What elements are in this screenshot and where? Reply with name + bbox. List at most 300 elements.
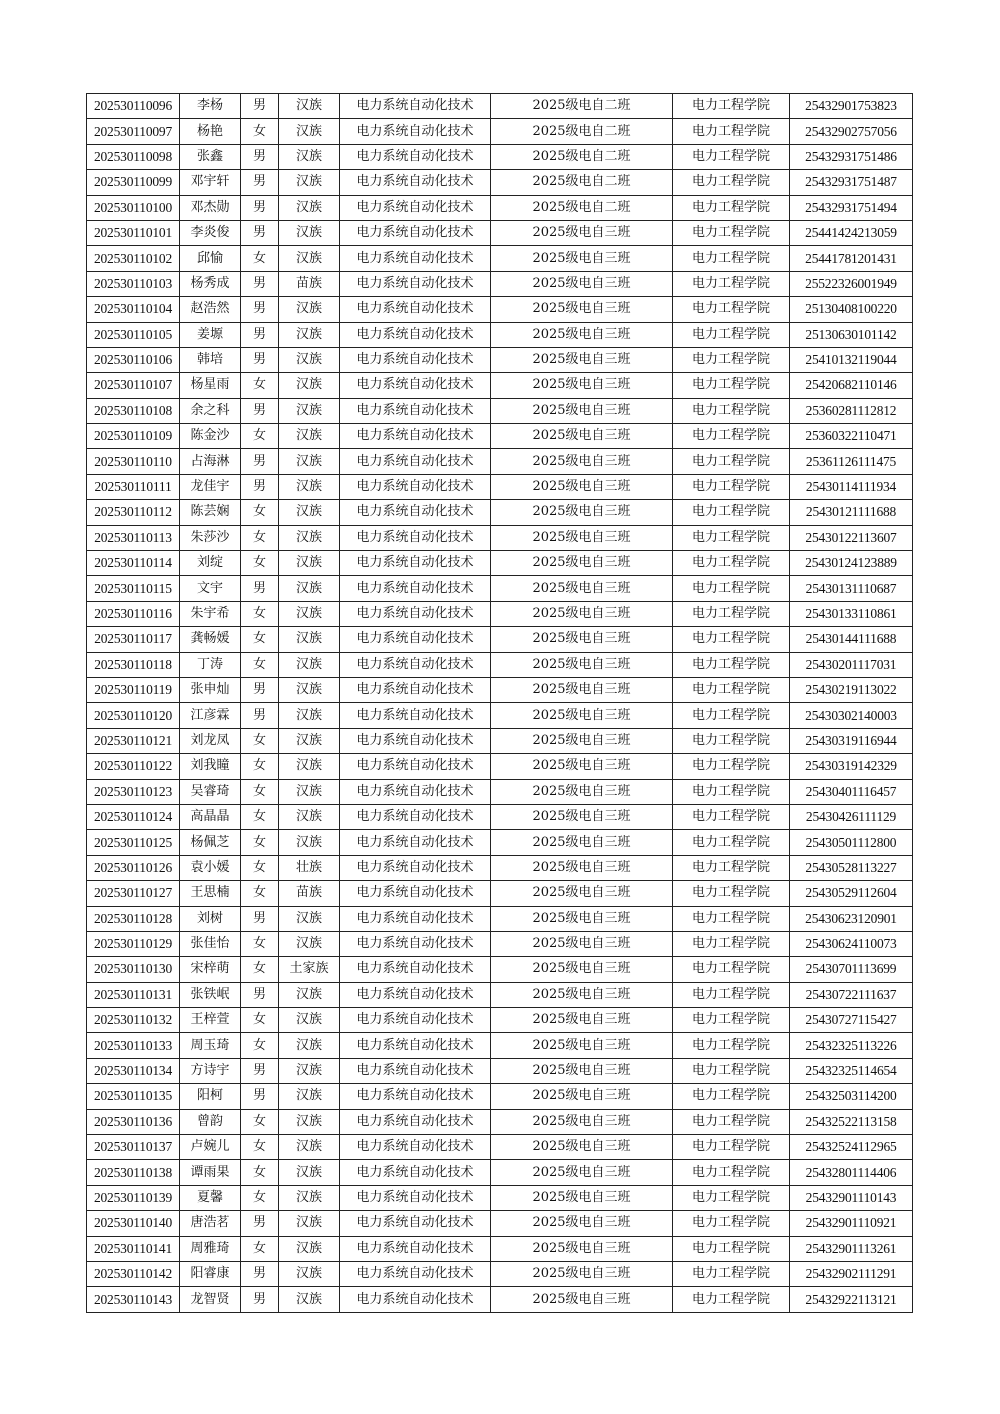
college-cell: 电力工程学院 xyxy=(673,1287,790,1312)
ethnicity-cell: 汉族 xyxy=(279,601,340,626)
major-cell: 电力系统自动化技术 xyxy=(340,373,491,398)
exam-number-cell: 25432901753823 xyxy=(790,94,913,119)
gender-cell: 男 xyxy=(241,1261,279,1286)
gender-cell: 女 xyxy=(241,1185,279,1210)
gender-cell: 男 xyxy=(241,271,279,296)
major-cell: 电力系统自动化技术 xyxy=(340,119,491,144)
student-id-cell: 202530110143 xyxy=(87,1287,180,1312)
class-cell: 2025级电自三班 xyxy=(491,1160,673,1185)
ethnicity-cell: 汉族 xyxy=(279,1236,340,1261)
major-cell: 电力系统自动化技术 xyxy=(340,728,491,753)
gender-cell: 男 xyxy=(241,677,279,702)
ethnicity-cell: 壮族 xyxy=(279,855,340,880)
table-row xyxy=(87,1008,913,1033)
college-cell: 电力工程学院 xyxy=(673,1084,790,1109)
student-id-cell: 202530110098 xyxy=(87,144,180,169)
gender-cell: 男 xyxy=(241,398,279,423)
college-cell: 电力工程学院 xyxy=(673,246,790,271)
gender-cell: 男 xyxy=(241,322,279,347)
ethnicity-cell: 汉族 xyxy=(279,576,340,601)
name-cell: 唐浩茗 xyxy=(180,1211,241,1236)
table-row xyxy=(87,881,913,906)
class-cell: 2025级电自三班 xyxy=(491,754,673,779)
name-cell: 曾韵 xyxy=(180,1109,241,1134)
student-id-cell: 202530110112 xyxy=(87,500,180,525)
name-cell: 刘龙凤 xyxy=(180,728,241,753)
major-cell: 电力系统自动化技术 xyxy=(340,1185,491,1210)
major-cell: 电力系统自动化技术 xyxy=(340,1084,491,1109)
ethnicity-cell: 汉族 xyxy=(279,474,340,499)
class-cell: 2025级电自三班 xyxy=(491,1084,673,1109)
gender-cell: 女 xyxy=(241,627,279,652)
student-id-cell: 202530110114 xyxy=(87,551,180,576)
name-cell: 龙佳宇 xyxy=(180,474,241,499)
table-row xyxy=(87,804,913,829)
gender-cell: 男 xyxy=(241,144,279,169)
student-id-cell: 202530110137 xyxy=(87,1135,180,1160)
gender-cell: 男 xyxy=(241,297,279,322)
gender-cell: 女 xyxy=(241,881,279,906)
exam-number-cell: 25432931751487 xyxy=(790,170,913,195)
exam-number-cell: 25360322110471 xyxy=(790,424,913,449)
major-cell: 电力系统自动化技术 xyxy=(340,881,491,906)
major-cell: 电力系统自动化技术 xyxy=(340,220,491,245)
student-id-cell: 202530110110 xyxy=(87,449,180,474)
table-row xyxy=(87,551,913,576)
college-cell: 电力工程学院 xyxy=(673,703,790,728)
student-id-cell: 202530110115 xyxy=(87,576,180,601)
name-cell: 杨秀成 xyxy=(180,271,241,296)
gender-cell: 女 xyxy=(241,804,279,829)
gender-cell: 男 xyxy=(241,1287,279,1312)
exam-number-cell: 25430319116944 xyxy=(790,728,913,753)
ethnicity-cell: 汉族 xyxy=(279,1033,340,1058)
college-cell: 电力工程学院 xyxy=(673,1160,790,1185)
college-cell: 电力工程学院 xyxy=(673,1236,790,1261)
class-cell: 2025级电自三班 xyxy=(491,373,673,398)
college-cell: 电力工程学院 xyxy=(673,271,790,296)
student-id-cell: 202530110138 xyxy=(87,1160,180,1185)
exam-number-cell: 25430133110861 xyxy=(790,601,913,626)
major-cell: 电力系统自动化技术 xyxy=(340,931,491,956)
student-id-cell: 202530110141 xyxy=(87,1236,180,1261)
ethnicity-cell: 汉族 xyxy=(279,830,340,855)
name-cell: 周雅琦 xyxy=(180,1236,241,1261)
ethnicity-cell: 汉族 xyxy=(279,373,340,398)
ethnicity-cell: 汉族 xyxy=(279,982,340,1007)
exam-number-cell: 25432901110143 xyxy=(790,1185,913,1210)
college-cell: 电力工程学院 xyxy=(673,957,790,982)
name-cell: 方诗宇 xyxy=(180,1058,241,1083)
class-cell: 2025级电自三班 xyxy=(491,271,673,296)
class-cell: 2025级电自三班 xyxy=(491,1185,673,1210)
name-cell: 周玉琦 xyxy=(180,1033,241,1058)
name-cell: 王梓萱 xyxy=(180,1008,241,1033)
class-cell: 2025级电自三班 xyxy=(491,500,673,525)
college-cell: 电力工程学院 xyxy=(673,119,790,144)
college-cell: 电力工程学院 xyxy=(673,1033,790,1058)
student-id-cell: 202530110100 xyxy=(87,195,180,220)
exam-number-cell: 25420682110146 xyxy=(790,373,913,398)
student-id-cell: 202530110130 xyxy=(87,957,180,982)
table-row xyxy=(87,373,913,398)
class-cell: 2025级电自三班 xyxy=(491,576,673,601)
major-cell: 电力系统自动化技术 xyxy=(340,830,491,855)
student-id-cell: 202530110111 xyxy=(87,474,180,499)
name-cell: 刘树 xyxy=(180,906,241,931)
ethnicity-cell: 汉族 xyxy=(279,1261,340,1286)
gender-cell: 女 xyxy=(241,601,279,626)
ethnicity-cell: 汉族 xyxy=(279,1211,340,1236)
name-cell: 杨佩芝 xyxy=(180,830,241,855)
college-cell: 电力工程学院 xyxy=(673,1135,790,1160)
name-cell: 江彦霖 xyxy=(180,703,241,728)
gender-cell: 男 xyxy=(241,449,279,474)
exam-number-cell: 25430144111688 xyxy=(790,627,913,652)
gender-cell: 男 xyxy=(241,1084,279,1109)
exam-number-cell: 25430701113699 xyxy=(790,957,913,982)
class-cell: 2025级电自三班 xyxy=(491,779,673,804)
gender-cell: 男 xyxy=(241,195,279,220)
table-row xyxy=(87,728,913,753)
table-row xyxy=(87,525,913,550)
student-id-cell: 202530110139 xyxy=(87,1185,180,1210)
gender-cell: 女 xyxy=(241,525,279,550)
exam-number-cell: 25522326001949 xyxy=(790,271,913,296)
class-cell: 2025级电自三班 xyxy=(491,830,673,855)
class-cell: 2025级电自二班 xyxy=(491,170,673,195)
class-cell: 2025级电自三班 xyxy=(491,449,673,474)
name-cell: 张佳怡 xyxy=(180,931,241,956)
exam-number-cell: 25430219113022 xyxy=(790,677,913,702)
major-cell: 电力系统自动化技术 xyxy=(340,1058,491,1083)
name-cell: 王思楠 xyxy=(180,881,241,906)
gender-cell: 男 xyxy=(241,703,279,728)
student-id-cell: 202530110133 xyxy=(87,1033,180,1058)
exam-number-cell: 25430401116457 xyxy=(790,779,913,804)
major-cell: 电力系统自动化技术 xyxy=(340,474,491,499)
table-row xyxy=(87,424,913,449)
gender-cell: 女 xyxy=(241,1008,279,1033)
table-row xyxy=(87,1185,913,1210)
exam-number-cell: 25430124123889 xyxy=(790,551,913,576)
college-cell: 电力工程学院 xyxy=(673,424,790,449)
major-cell: 电力系统自动化技术 xyxy=(340,424,491,449)
table-row xyxy=(87,271,913,296)
ethnicity-cell: 汉族 xyxy=(279,525,340,550)
name-cell: 高晶晶 xyxy=(180,804,241,829)
major-cell: 电力系统自动化技术 xyxy=(340,982,491,1007)
ethnicity-cell: 汉族 xyxy=(279,652,340,677)
major-cell: 电力系统自动化技术 xyxy=(340,271,491,296)
college-cell: 电力工程学院 xyxy=(673,94,790,119)
college-cell: 电力工程学院 xyxy=(673,144,790,169)
name-cell: 龚畅媛 xyxy=(180,627,241,652)
college-cell: 电力工程学院 xyxy=(673,576,790,601)
table-row xyxy=(87,220,913,245)
major-cell: 电力系统自动化技术 xyxy=(340,170,491,195)
college-cell: 电力工程学院 xyxy=(673,906,790,931)
table-row xyxy=(87,703,913,728)
name-cell: 丁涛 xyxy=(180,652,241,677)
exam-number-cell: 25432325113226 xyxy=(790,1033,913,1058)
class-cell: 2025级电自三班 xyxy=(491,474,673,499)
class-cell: 2025级电自三班 xyxy=(491,601,673,626)
table-row xyxy=(87,601,913,626)
exam-number-cell: 25430122113607 xyxy=(790,525,913,550)
ethnicity-cell: 汉族 xyxy=(279,1185,340,1210)
ethnicity-cell: 汉族 xyxy=(279,195,340,220)
major-cell: 电力系统自动化技术 xyxy=(340,1211,491,1236)
ethnicity-cell: 汉族 xyxy=(279,449,340,474)
exam-number-cell: 25432522113158 xyxy=(790,1109,913,1134)
major-cell: 电力系统自动化技术 xyxy=(340,144,491,169)
table-row xyxy=(87,652,913,677)
gender-cell: 女 xyxy=(241,373,279,398)
student-id-cell: 202530110104 xyxy=(87,297,180,322)
exam-number-cell: 25430302140003 xyxy=(790,703,913,728)
major-cell: 电力系统自动化技术 xyxy=(340,677,491,702)
class-cell: 2025级电自三班 xyxy=(491,1058,673,1083)
ethnicity-cell: 汉族 xyxy=(279,703,340,728)
student-id-cell: 202530110126 xyxy=(87,855,180,880)
ethnicity-cell: 汉族 xyxy=(279,677,340,702)
table-row xyxy=(87,347,913,372)
name-cell: 吴睿琦 xyxy=(180,779,241,804)
ethnicity-cell: 苗族 xyxy=(279,881,340,906)
student-id-cell: 202530110128 xyxy=(87,906,180,931)
ethnicity-cell: 汉族 xyxy=(279,119,340,144)
ethnicity-cell: 汉族 xyxy=(279,906,340,931)
college-cell: 电力工程学院 xyxy=(673,804,790,829)
college-cell: 电力工程学院 xyxy=(673,830,790,855)
class-cell: 2025级电自三班 xyxy=(491,1211,673,1236)
major-cell: 电力系统自动化技术 xyxy=(340,627,491,652)
table-row xyxy=(87,982,913,1007)
class-cell: 2025级电自三班 xyxy=(491,322,673,347)
gender-cell: 女 xyxy=(241,779,279,804)
table-row xyxy=(87,677,913,702)
student-id-cell: 202530110107 xyxy=(87,373,180,398)
exam-number-cell: 25430319142329 xyxy=(790,754,913,779)
class-cell: 2025级电自三班 xyxy=(491,1008,673,1033)
major-cell: 电力系统自动化技术 xyxy=(340,500,491,525)
student-id-cell: 202530110142 xyxy=(87,1261,180,1286)
name-cell: 李杨 xyxy=(180,94,241,119)
college-cell: 电力工程学院 xyxy=(673,779,790,804)
table-row xyxy=(87,398,913,423)
major-cell: 电力系统自动化技术 xyxy=(340,1033,491,1058)
table-row xyxy=(87,1058,913,1083)
student-id-cell: 202530110113 xyxy=(87,525,180,550)
exam-number-cell: 25432901113261 xyxy=(790,1236,913,1261)
major-cell: 电力系统自动化技术 xyxy=(340,754,491,779)
exam-number-cell: 25430501112800 xyxy=(790,830,913,855)
college-cell: 电力工程学院 xyxy=(673,601,790,626)
table-row xyxy=(87,830,913,855)
name-cell: 谭雨果 xyxy=(180,1160,241,1185)
major-cell: 电力系统自动化技术 xyxy=(340,906,491,931)
college-cell: 电力工程学院 xyxy=(673,322,790,347)
major-cell: 电力系统自动化技术 xyxy=(340,449,491,474)
name-cell: 杨艳 xyxy=(180,119,241,144)
name-cell: 袁小媛 xyxy=(180,855,241,880)
ethnicity-cell: 土家族 xyxy=(279,957,340,982)
table-row xyxy=(87,754,913,779)
class-cell: 2025级电自三班 xyxy=(491,855,673,880)
college-cell: 电力工程学院 xyxy=(673,373,790,398)
exam-number-cell: 25430201117031 xyxy=(790,652,913,677)
table-row xyxy=(87,170,913,195)
class-cell: 2025级电自三班 xyxy=(491,398,673,423)
ethnicity-cell: 汉族 xyxy=(279,754,340,779)
exam-number-cell: 25441781201431 xyxy=(790,246,913,271)
class-cell: 2025级电自三班 xyxy=(491,804,673,829)
exam-number-cell: 25410132119044 xyxy=(790,347,913,372)
exam-number-cell: 25130630101142 xyxy=(790,322,913,347)
exam-number-cell: 25361126111475 xyxy=(790,449,913,474)
ethnicity-cell: 汉族 xyxy=(279,1160,340,1185)
name-cell: 陈芸娴 xyxy=(180,500,241,525)
student-id-cell: 202530110106 xyxy=(87,347,180,372)
gender-cell: 女 xyxy=(241,246,279,271)
college-cell: 电力工程学院 xyxy=(673,677,790,702)
college-cell: 电力工程学院 xyxy=(673,982,790,1007)
college-cell: 电力工程学院 xyxy=(673,881,790,906)
gender-cell: 男 xyxy=(241,576,279,601)
college-cell: 电力工程学院 xyxy=(673,551,790,576)
name-cell: 文宇 xyxy=(180,576,241,601)
class-cell: 2025级电自三班 xyxy=(491,931,673,956)
exam-number-cell: 25432524112965 xyxy=(790,1135,913,1160)
major-cell: 电力系统自动化技术 xyxy=(340,652,491,677)
major-cell: 电力系统自动化技术 xyxy=(340,1261,491,1286)
gender-cell: 男 xyxy=(241,170,279,195)
gender-cell: 女 xyxy=(241,855,279,880)
college-cell: 电力工程学院 xyxy=(673,449,790,474)
college-cell: 电力工程学院 xyxy=(673,1185,790,1210)
student-id-cell: 202530110124 xyxy=(87,804,180,829)
table-row xyxy=(87,576,913,601)
name-cell: 邱愉 xyxy=(180,246,241,271)
class-cell: 2025级电自三班 xyxy=(491,424,673,449)
student-id-cell: 202530110108 xyxy=(87,398,180,423)
major-cell: 电力系统自动化技术 xyxy=(340,246,491,271)
ethnicity-cell: 汉族 xyxy=(279,424,340,449)
student-id-cell: 202530110119 xyxy=(87,677,180,702)
college-cell: 电力工程学院 xyxy=(673,855,790,880)
class-cell: 2025级电自三班 xyxy=(491,297,673,322)
college-cell: 电力工程学院 xyxy=(673,652,790,677)
name-cell: 邓宇轩 xyxy=(180,170,241,195)
major-cell: 电力系统自动化技术 xyxy=(340,804,491,829)
student-id-cell: 202530110136 xyxy=(87,1109,180,1134)
gender-cell: 女 xyxy=(241,957,279,982)
major-cell: 电力系统自动化技术 xyxy=(340,551,491,576)
exam-number-cell: 25430114111934 xyxy=(790,474,913,499)
major-cell: 电力系统自动化技术 xyxy=(340,1236,491,1261)
student-id-cell: 202530110118 xyxy=(87,652,180,677)
ethnicity-cell: 汉族 xyxy=(279,297,340,322)
name-cell: 占海淋 xyxy=(180,449,241,474)
exam-number-cell: 25430624110073 xyxy=(790,931,913,956)
gender-cell: 男 xyxy=(241,94,279,119)
ethnicity-cell: 汉族 xyxy=(279,1058,340,1083)
table-row xyxy=(87,1211,913,1236)
college-cell: 电力工程学院 xyxy=(673,170,790,195)
name-cell: 杨星雨 xyxy=(180,373,241,398)
class-cell: 2025级电自三班 xyxy=(491,1135,673,1160)
gender-cell: 男 xyxy=(241,347,279,372)
student-id-cell: 202530110127 xyxy=(87,881,180,906)
major-cell: 电力系统自动化技术 xyxy=(340,1135,491,1160)
exam-number-cell: 25432931751486 xyxy=(790,144,913,169)
exam-number-cell: 25432503114200 xyxy=(790,1084,913,1109)
gender-cell: 女 xyxy=(241,1109,279,1134)
table-row xyxy=(87,322,913,347)
student-id-cell: 202530110140 xyxy=(87,1211,180,1236)
class-cell: 2025级电自三班 xyxy=(491,1236,673,1261)
class-cell: 2025级电自二班 xyxy=(491,94,673,119)
table-row xyxy=(87,474,913,499)
major-cell: 电力系统自动化技术 xyxy=(340,525,491,550)
gender-cell: 男 xyxy=(241,220,279,245)
class-cell: 2025级电自三班 xyxy=(491,881,673,906)
name-cell: 宋梓萌 xyxy=(180,957,241,982)
exam-number-cell: 25360281112812 xyxy=(790,398,913,423)
exam-number-cell: 25432902111291 xyxy=(790,1261,913,1286)
college-cell: 电力工程学院 xyxy=(673,1211,790,1236)
exam-number-cell: 25432801114406 xyxy=(790,1160,913,1185)
table-row xyxy=(87,195,913,220)
major-cell: 电力系统自动化技术 xyxy=(340,855,491,880)
student-id-cell: 202530110135 xyxy=(87,1084,180,1109)
major-cell: 电力系统自动化技术 xyxy=(340,1008,491,1033)
ethnicity-cell: 汉族 xyxy=(279,728,340,753)
table-row xyxy=(87,246,913,271)
major-cell: 电力系统自动化技术 xyxy=(340,957,491,982)
table-row xyxy=(87,1160,913,1185)
class-cell: 2025级电自三班 xyxy=(491,957,673,982)
class-cell: 2025级电自二班 xyxy=(491,119,673,144)
exam-number-cell: 25430727115427 xyxy=(790,1008,913,1033)
class-cell: 2025级电自三班 xyxy=(491,728,673,753)
college-cell: 电力工程学院 xyxy=(673,754,790,779)
name-cell: 阳柯 xyxy=(180,1084,241,1109)
major-cell: 电力系统自动化技术 xyxy=(340,1160,491,1185)
name-cell: 邓杰勋 xyxy=(180,195,241,220)
major-cell: 电力系统自动化技术 xyxy=(340,576,491,601)
name-cell: 阳睿康 xyxy=(180,1261,241,1286)
gender-cell: 女 xyxy=(241,728,279,753)
student-id-cell: 202530110099 xyxy=(87,170,180,195)
class-cell: 2025级电自三班 xyxy=(491,677,673,702)
student-id-cell: 202530110116 xyxy=(87,601,180,626)
gender-cell: 女 xyxy=(241,551,279,576)
gender-cell: 男 xyxy=(241,906,279,931)
ethnicity-cell: 汉族 xyxy=(279,1287,340,1312)
table-row xyxy=(87,144,913,169)
gender-cell: 女 xyxy=(241,830,279,855)
table-row xyxy=(87,957,913,982)
exam-number-cell: 25430131110687 xyxy=(790,576,913,601)
exam-number-cell: 25432901110921 xyxy=(790,1211,913,1236)
exam-number-cell: 25430529112604 xyxy=(790,881,913,906)
gender-cell: 女 xyxy=(241,754,279,779)
class-cell: 2025级电自三班 xyxy=(491,982,673,1007)
table-row xyxy=(87,297,913,322)
class-cell: 2025级电自三班 xyxy=(491,652,673,677)
